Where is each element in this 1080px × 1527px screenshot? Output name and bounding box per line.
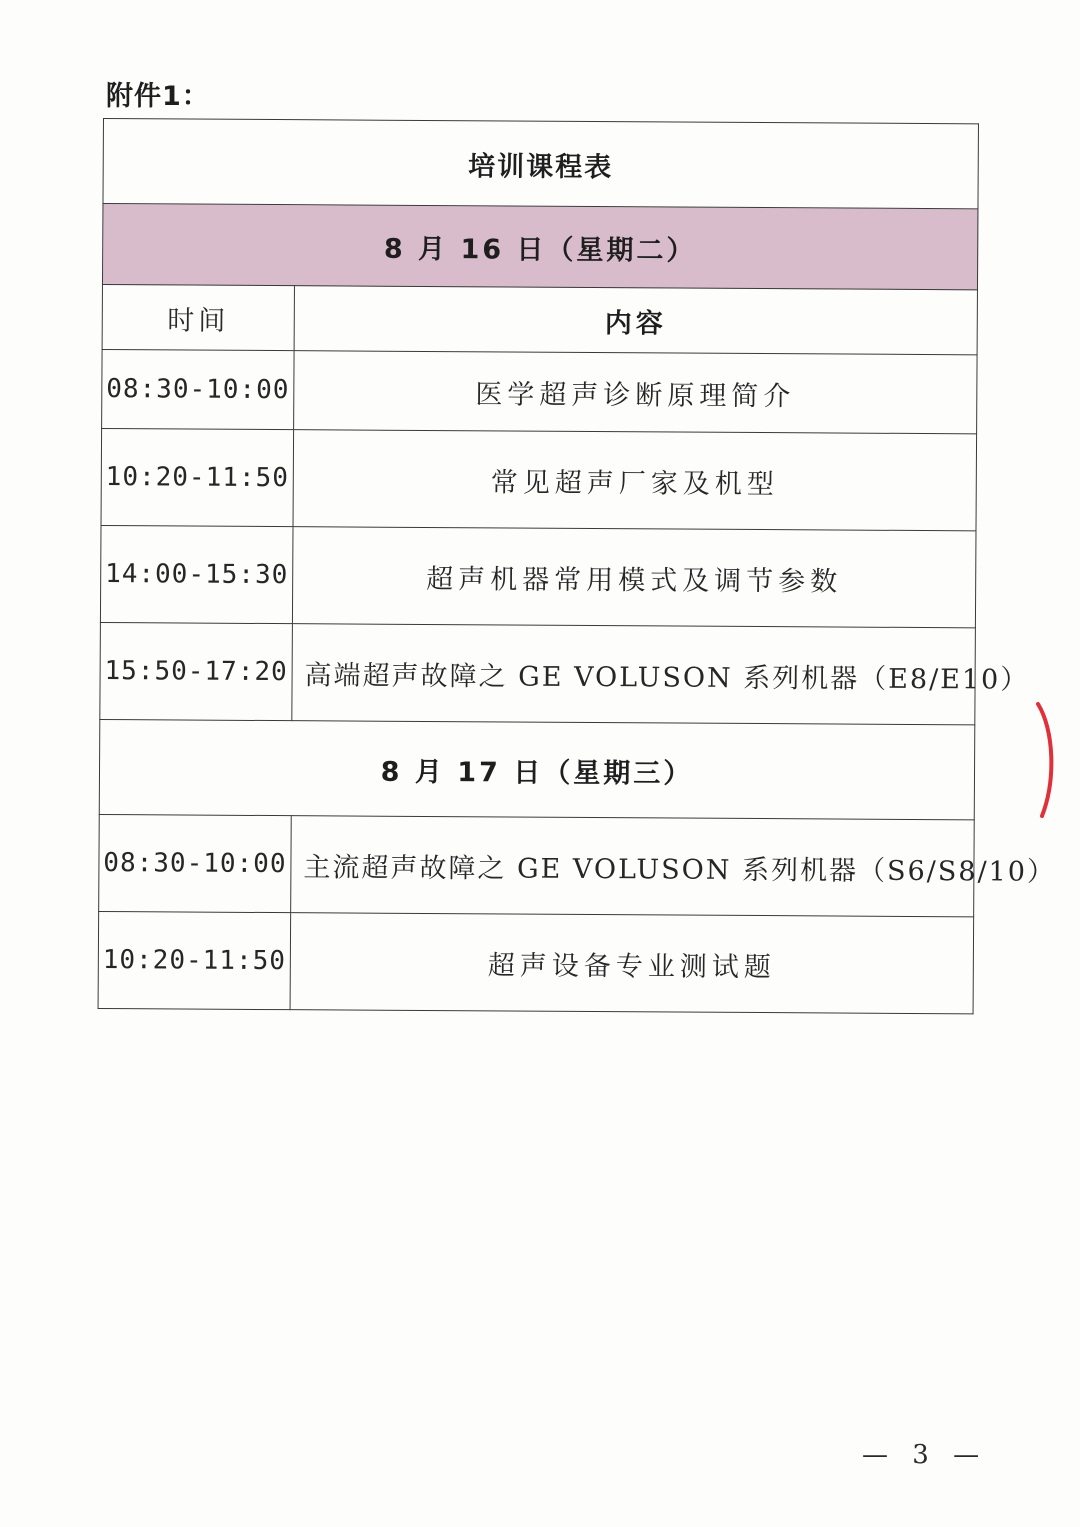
table-row	[100, 622, 976, 724]
session-time: 10:20-11:50	[98, 911, 291, 1009]
attachment-label: 附件1：	[106, 81, 210, 112]
session-content: 高端超声故障之 GE VOLUSON 系列机器（E8/E10）	[292, 624, 976, 725]
session-content: 医学超声诊断原理简介	[294, 351, 977, 434]
day-label-aug-17: 8 月 17 日（星期三）	[99, 719, 975, 819]
session-content: 常见超声厂家及机型	[293, 430, 977, 531]
table-title-row	[103, 119, 979, 209]
session-content: 超声设备专业测试题	[290, 913, 974, 1014]
table-row	[100, 525, 976, 627]
session-time: 15:50-17:20	[100, 622, 293, 720]
session-time: 10:20-11:50	[101, 428, 294, 526]
session-content: 主流超声故障之 GE VOLUSON 系列机器（S6/S8/10）	[291, 816, 975, 917]
session-time: 08:30-10:00	[99, 814, 292, 912]
day-row	[99, 719, 975, 819]
session-time: 08:30-10:00	[102, 349, 294, 429]
day-row	[102, 204, 977, 290]
red-stamp-edge	[1032, 700, 1062, 820]
schedule-table	[98, 118, 1057, 1014]
table-row	[102, 349, 977, 433]
page-number: — 3 —	[862, 1440, 988, 1470]
column-header-row	[102, 284, 977, 354]
table-row	[98, 911, 974, 1013]
session-time: 14:00-15:30	[100, 525, 293, 623]
session-content: 超声机器常用模式及调节参数	[292, 527, 976, 628]
table-row	[101, 428, 977, 530]
table-title: 培训课程表	[103, 119, 979, 209]
day-label-aug-16: 8 月 16 日（星期二）	[102, 204, 977, 290]
table-row	[99, 814, 975, 916]
column-header-time: 时间	[102, 284, 294, 350]
column-header-content: 内容	[294, 286, 977, 355]
